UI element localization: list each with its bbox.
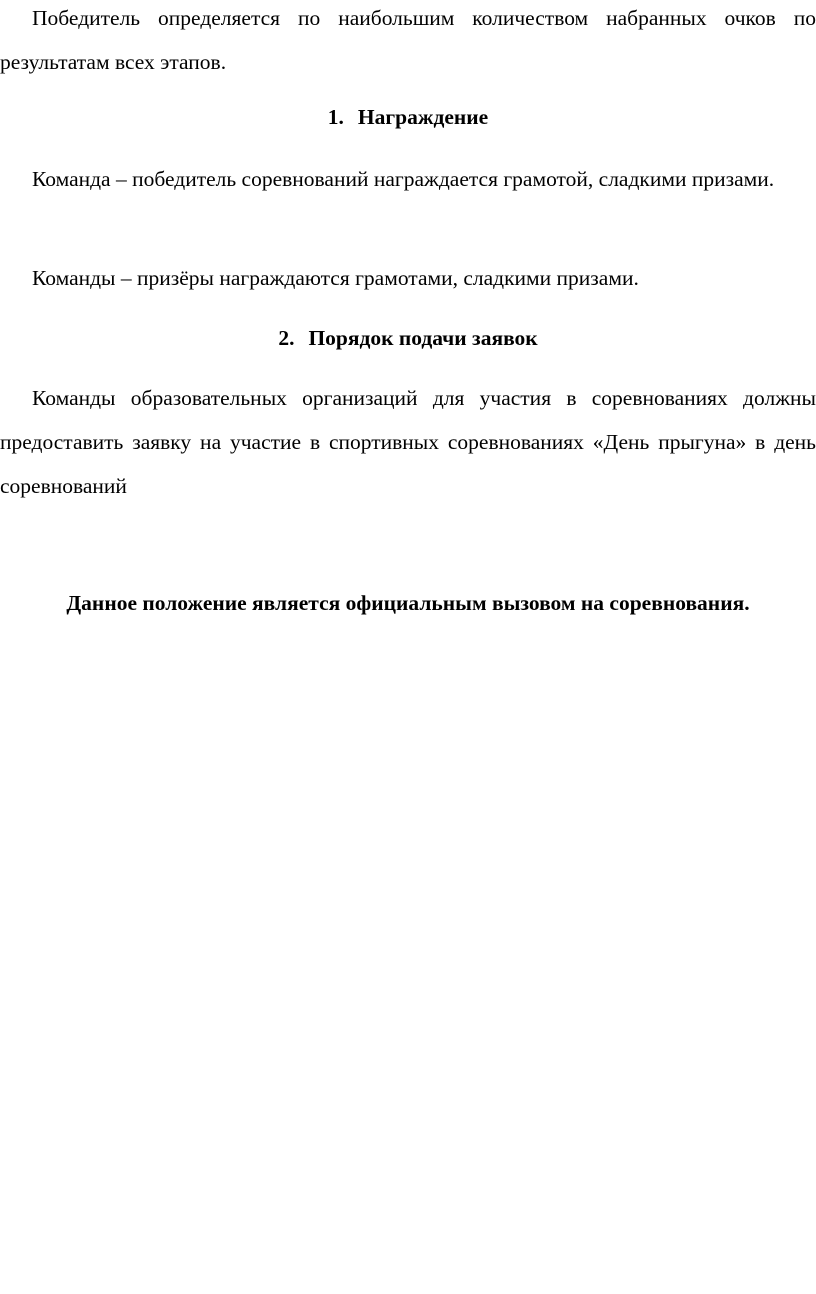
section-1-title: Награждение <box>357 105 489 129</box>
section-1-number: 1. <box>327 105 344 129</box>
section-2-paragraph-1: Команды образовательных организаций для участия в соревнованиях должны предоставить заявку на участие в спортивных соревнованиях «День прыгуна» в день соревнований <box>0 386 816 498</box>
closing-statement: Данное положение является официальным вызовом на соревнования. <box>66 591 750 615</box>
section-2-number: 2. <box>278 326 295 350</box>
intro-paragraph: Победитель определяется по наибольшим количеством набранных очков по результатам всех этапов. <box>0 6 816 74</box>
section-2-title: Порядок подачи заявок <box>308 326 538 350</box>
section-1-heading <box>0 102 816 132</box>
section-1-paragraph-1: Команда – победитель соревнований награждается грамотой, сладкими призами. <box>32 167 775 191</box>
section-1-paragraph-2: Команды – призёры награждаются грамотами, сладкими призами. <box>32 266 639 290</box>
section-2-heading <box>0 323 816 353</box>
